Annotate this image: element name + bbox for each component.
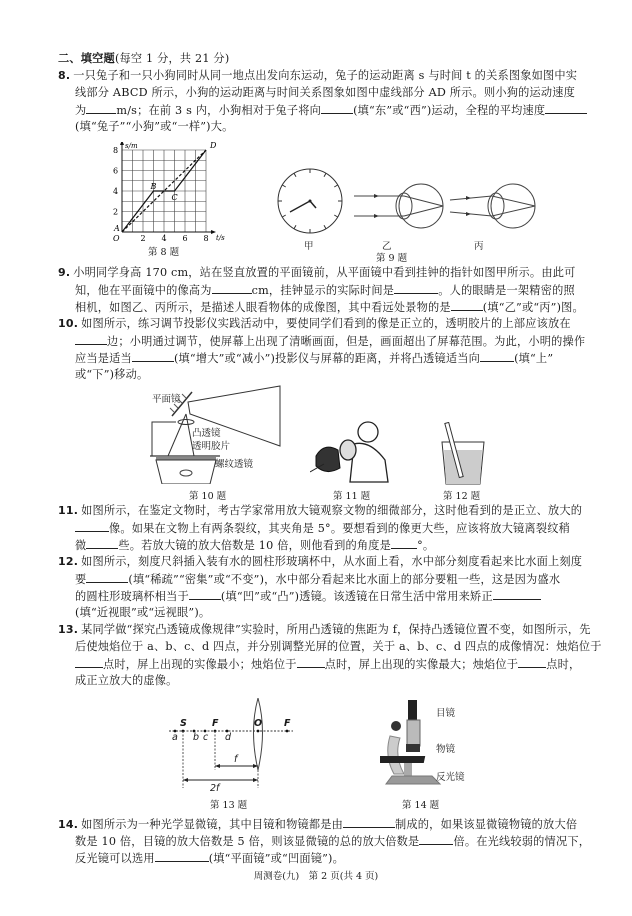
q9-line2 (75, 281, 575, 299)
q11-text-3c: °。 (417, 539, 435, 552)
q13-line1 (58, 621, 591, 638)
q10-text-3a: 应当是适当 (75, 352, 132, 365)
clock-face (278, 169, 342, 233)
clock-tick (334, 185, 337, 187)
q9-number: 9. (58, 266, 71, 279)
fig8-caption: 第 8 题 (148, 247, 180, 258)
fig10-label-plane-mirror: 平面镜 (152, 394, 181, 405)
q10-text-1: 如图所示，练习调节投影仪实践活动中，要使同学们看到的像是正立的，透明胶片的上部应该放在 (81, 317, 571, 330)
q8-blank-3[interactable] (545, 101, 587, 114)
eye-diagram-yi (354, 184, 443, 228)
fig11-caption: 第 11 题 (333, 491, 371, 502)
x-tick-label: 8 (203, 234, 209, 242)
q13-blank-3[interactable] (518, 655, 546, 668)
origin-label: O (113, 234, 120, 242)
q10-line1 (58, 315, 571, 332)
q8-number: 8. (58, 69, 71, 82)
q10-blank-1[interactable] (75, 332, 107, 345)
convex-lens-icon (254, 698, 263, 770)
q11-number: 11. (58, 504, 79, 517)
q8-text-1: 一只兔子和一只小狗同时从同一地点出发向东运动，兔子的运动距离 s 与时间 t 的关系图象如图中实 (73, 69, 578, 82)
page-footer: 周测卷(九) 第 2 页(共 4 页) (253, 871, 379, 882)
fig13-label-a: a (172, 732, 178, 743)
point-label: B (150, 182, 157, 191)
q13-line2: 后使烛焰位于 a、b、c、d 四点，并分别调整光屏的位置，关于 a、b、c、d 四点的成像情况：烛焰位于 (75, 640, 602, 653)
q9-line3 (75, 298, 584, 316)
q13-text-1: 某同学做“探究凸透镜成像规律”实验时，所用凸透镜的焦距为 f，保持凸透镜位置不变，如图所示，先 (81, 623, 591, 636)
q12-blank-3[interactable] (493, 587, 541, 600)
fig12-caption: 第 12 题 (443, 491, 481, 502)
q11-text-2: 像。如果在文物上有两条裂纹，其夹角是 5°。要想看到的像更大些，应该将放大镜离裂纹稍 (109, 522, 570, 535)
q12-text-1: 如图所示，刻度尺斜插入装有水的圆柱形玻璃杯中，从水面上看，水中部分刻度看起来比水面上刻度 (81, 555, 583, 568)
clock-tick (294, 173, 296, 176)
q10-blank-3[interactable] (480, 349, 514, 362)
fig13-label-F1: F (212, 718, 219, 729)
q10-line4: 或“下”)移动。 (75, 368, 149, 381)
q9-text-3b: (填“乙”或“丙”)图。 (482, 301, 584, 314)
q8-blank-2[interactable] (321, 101, 353, 114)
q12-text-2a: 要 (75, 573, 87, 586)
q11-line3 (75, 536, 434, 554)
q14-line3 (75, 849, 344, 867)
fig14-label-objective: 物镜 (436, 744, 456, 755)
fig13-label-f: f (234, 754, 238, 765)
clock-minute-hand (290, 201, 310, 212)
q12-line1 (58, 553, 582, 570)
q14-number: 14. (58, 818, 79, 831)
fig14-label-reflector: 反光镜 (436, 772, 465, 783)
fig10-caption: 第 10 题 (189, 491, 227, 502)
fig9-label-jia: 甲 (304, 241, 314, 252)
eye-diagram-bing (450, 184, 535, 228)
q8-blank-1[interactable] (86, 101, 116, 114)
q9-text-2c: 。人的眼睛是一架精密的照 (438, 284, 575, 297)
clock-tick (324, 173, 326, 176)
fig8-chart (108, 142, 228, 242)
q8-line2: 线部分 ABCD 所示，小狗的运动距离与时间关系图象如图中虚线部分 AD 所示。则小狗的运动速度 (75, 86, 576, 99)
x-tick-label: 4 (161, 234, 167, 242)
clock-tick (324, 225, 326, 228)
q8-line3 (75, 101, 587, 119)
fig13-label-d: d (225, 732, 232, 743)
artifact-vase-icon (316, 447, 340, 471)
q9-text-1: 小明同学身高 170 cm，站在竖直放置的平面镜前，从平面镜中看到挂钟的指针如图甲所示。由此可 (73, 266, 576, 279)
fig13-caption: 第 13 题 (210, 800, 248, 811)
point-label: C (171, 193, 178, 202)
q12-line3 (75, 587, 541, 605)
y-tick-label: 4 (113, 187, 119, 196)
q11-line2 (75, 519, 570, 537)
fig13-label-c: c (203, 732, 209, 743)
q11-blank-3[interactable] (391, 536, 417, 549)
q11-blank-1[interactable] (75, 519, 109, 532)
q10-line2 (75, 332, 585, 350)
q10-number: 10. (58, 317, 79, 330)
y-tick-label: 8 (113, 146, 119, 155)
q14-text-1b: 制成的，如果该显微镜物镜的放大倍 (395, 818, 578, 831)
fig14-caption: 第 14 题 (402, 800, 440, 811)
q12-text-3b: (填“凹”或“凸”)透镜。该透镜在日常生活中常用来矫正 (220, 590, 493, 603)
q13-text-3b: 点时，屏上出现的实像最大；烛焰位于 (324, 658, 519, 671)
y-axis-label: s/m (125, 142, 138, 150)
fig10-label-fresnel-lens: 螺纹透镜 (215, 459, 254, 470)
q9-blank-3[interactable] (451, 298, 483, 311)
q14-blank-3[interactable] (155, 849, 209, 862)
fig13-label-F2: F (284, 718, 291, 729)
q14-line1 (58, 815, 577, 833)
q14-blank-1[interactable] (343, 815, 395, 828)
q13-blank-2[interactable] (297, 655, 325, 668)
fig13-label-2f: 2f (210, 783, 220, 794)
fig12-glass-ruler (438, 422, 488, 487)
fig13-label-b: b (193, 732, 200, 743)
q8-line4: (填“兔子”“小狗”或“一样”)大。 (75, 120, 234, 133)
q14-text-2b: 倍。在光线较弱的情况下， (453, 835, 591, 848)
q11-line1 (58, 502, 582, 519)
x-tick-label: 2 (140, 234, 146, 242)
q8-text-3c: (填“东”或“西”)运动，全程的平均速度 (353, 104, 546, 117)
fig9-label-yi: 乙 (382, 241, 392, 252)
clock-tick (282, 185, 285, 187)
q13-line4: 成正立放大的虚像。 (75, 674, 178, 687)
q12-text-3a: 的圆柱形玻璃杯相当于 (75, 590, 189, 603)
eyepiece-icon (408, 700, 417, 720)
q8-text-3a: 为 (75, 104, 87, 117)
x-tick-label: 6 (182, 234, 188, 242)
point-label: A (114, 224, 120, 233)
head-icon (358, 422, 378, 442)
fig10-label-film: 透明胶片 (192, 441, 231, 452)
q12-blank-1[interactable] (86, 570, 128, 583)
bulb-icon (180, 470, 192, 476)
q8-text-3b: m/s；在前 3 s 内，小狗相对于兔子将向 (116, 104, 322, 117)
section-heading (58, 50, 229, 67)
q9-text-2a: 知，他在平面镜中的像高为 (75, 284, 212, 297)
q13-line3 (75, 655, 580, 673)
fig9-label-bing: 丙 (474, 241, 484, 252)
x-axis-label: t/s (216, 234, 225, 242)
q10-blank-2[interactable] (132, 349, 174, 362)
q14-text-1a: 如图所示为一种光学显微镜，其中目镜和物镜都是由 (81, 818, 344, 831)
q9-blank-1[interactable] (212, 281, 252, 294)
q11-text-3a: 微 (75, 539, 87, 552)
q13-text-3c: 点时， (546, 658, 581, 671)
q12-blank-2[interactable] (189, 587, 221, 600)
fig9-caption: 第 9 题 (376, 253, 408, 264)
fig13-label-S: S (180, 718, 187, 729)
q11-text-1: 如图所示，在鉴定文物时，考古学家常用放大镜观察文物的细微部分，这时他看到的是正立、放大的 (81, 504, 583, 517)
y-tick-label: 6 (113, 166, 119, 176)
y-axis-arrow (120, 142, 124, 145)
fig14-label-eyepiece: 目镜 (436, 708, 456, 719)
objective-icon (406, 744, 420, 752)
q10-text-2a: 边；小明通过调节，使屏幕上出现了清晰画面，但是，画面超出了屏幕范围。为此，小明的操作 (107, 335, 586, 348)
q14-text-3b: (填“平面镜”或“凹面镜”)。 (208, 852, 345, 865)
q12-number: 12. (58, 555, 79, 568)
q8-line1 (58, 67, 577, 84)
section-title: 二、填空题 (58, 52, 115, 65)
q13-number: 13. (58, 623, 79, 636)
q12-line4: (填“近视眼”或“远视眼”)。 (75, 606, 211, 619)
q14-text-3a: 反光镜可以选用 (75, 852, 155, 865)
q13-text-3a: 点时，屏上出现的实像最小；烛焰位于 (103, 658, 297, 671)
convex-lens-icon (178, 420, 194, 425)
q11-blank-2[interactable] (86, 536, 118, 549)
q13-blank-1[interactable] (75, 655, 103, 668)
q9-blank-2[interactable] (394, 281, 438, 294)
q14-line2 (75, 832, 590, 850)
q9-line1 (58, 264, 575, 281)
clock-tick (334, 215, 337, 217)
q14-text-2a: 数是 10 倍，目镜的放大倍数是 5 倍，则该显微镜的总的放大倍数是 (75, 835, 420, 848)
q9-text-2b: cm，挂钟显示的实际时间是 (251, 284, 395, 297)
clock-tick (282, 215, 285, 217)
stage-icon (380, 756, 425, 763)
fig13-label-O: O (254, 718, 263, 729)
q9-text-3a: 相机，如图乙、丙所示，是描述人眼看物体的成像图，其中看远处景物的是 (75, 301, 451, 314)
base-icon (386, 776, 440, 784)
y-tick-label: 2 (113, 207, 119, 217)
water-fill (444, 450, 482, 484)
point-label: D (210, 142, 217, 150)
magnifier-icon (340, 440, 356, 460)
fig11-archaeologist (310, 420, 390, 485)
q10-text-3b: (填“增大”或“减小”)投影仪与屏幕的距离，并将凸透镜适当向 (173, 352, 481, 365)
q12-text-2b: (填“稀疏”“密集”或“不变”)，水中部分看起来比水面上的部分要粗一些，这是因为盛水 (128, 573, 561, 586)
clock-tick (294, 225, 296, 228)
q10-text-3c: (填“上” (514, 352, 554, 365)
fig13-lens-diagram (165, 698, 295, 790)
section-note: (每空 1 分，共 21 分) (114, 52, 230, 65)
q12-line2 (75, 570, 560, 588)
q14-blank-2[interactable] (419, 832, 453, 845)
q10-line3 (75, 349, 553, 367)
q11-text-3b: 些。若放大镜的放大倍数是 10 倍，则他看到的角度是 (118, 539, 392, 552)
fig10-label-convex-lens: 凸透镜 (192, 428, 221, 439)
fig9-diagram (262, 160, 542, 250)
